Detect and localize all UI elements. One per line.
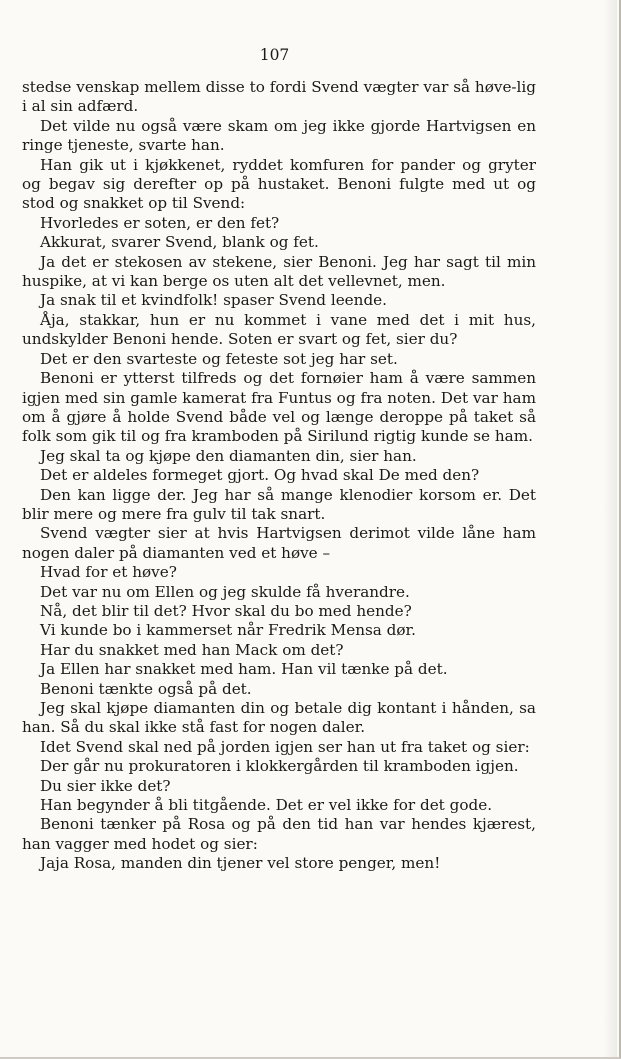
- paragraph: Svend vægter sier at hvis Hartvigsen derimot vilde låne ham nogen daler på diamanten ved et høve –: [22, 524, 536, 562]
- paragraph: Benoni tænker på Rosa og på den tid han var hendes kjærest, han vagger med hodet og sier:: [22, 815, 536, 853]
- paragraph: Idet Svend skal ned på jorden igjen ser han ut fra taket og sier:: [40, 737, 530, 756]
- paragraph: Jeg skal ta og kjøpe den diamanten din, sier han.: [40, 446, 417, 465]
- paragraph: Benoni er ytterst tilfreds og det fornøier ham å være sammen igjen med sin gamle kamerat fra Funtus og fra noten. Det var ham om å gjøre å holde Svend både vel og længe deroppe på taket så folk som gik til og fra kramboden på Sirilund rigtig kunde se ham.: [22, 369, 536, 446]
- paragraph: Ja Ellen har snakket med ham. Han vil tænke på det.: [40, 660, 448, 679]
- paragraph: Det er aldeles formeget gjort. Og hvad skal De med den?: [40, 466, 480, 485]
- paragraph: Nå, det blir til det? Hvor skal du bo med hende?: [40, 601, 412, 620]
- paragraph: Den kan ligge der. Jeg har så mange klenodier korsom er. Det blir mere og mere fra gulv til tak snart.: [22, 485, 536, 523]
- paragraph: Ja det er stekosen av stekene, sier Benoni. Jeg har sagt til min huspike, at vi kan berge os uten alt det vellevnet, men.: [22, 252, 536, 291]
- page-edge-shadow: [603, 0, 617, 1057]
- paragraph: Jaja Rosa, manden din tjener vel store penger, men!: [40, 854, 441, 873]
- paragraph: Åja, stakkar, hun er nu kommet i vane med det i mit hus, undskylder Benoni hende. Soten er svart og fet, sier du?: [22, 310, 536, 349]
- page-number: 107: [259, 46, 290, 64]
- paragraph: Ja snak til et kvindfolk! spaser Svend leende.: [40, 291, 387, 310]
- paragraph: Det er den svarteste og feteste sot jeg har set.: [40, 349, 398, 368]
- paragraph: Hvad for et høve?: [40, 563, 177, 582]
- paragraph: Har du snakket med han Mack om det?: [40, 640, 344, 659]
- paragraph: Det vilde nu også være skam om jeg ikke gjorde Hartvigsen en ringe tjeneste, svarte han.: [22, 116, 536, 155]
- paragraph: Hvorledes er soten, er den fet?: [40, 213, 280, 232]
- paragraph: Der går nu prokuratoren i klokkergården til kramboden igjen.: [40, 757, 519, 776]
- paragraph: Han begynder å bli titgående. Det er vel ikke for det gode.: [40, 796, 493, 815]
- paragraph: Akkurat, svarer Svend, blank og fet.: [40, 233, 319, 252]
- paragraph: Du sier ikke det?: [40, 776, 171, 795]
- paragraph: Det var nu om Ellen og jeg skulde få hverandre.: [40, 582, 410, 601]
- paragraph: Han gik ut i kjøkkenet, ryddet komfuren for pander og gryter og begav sig derefter op på hustaket. Benoni fulgte med ut og stod og snakket op til Svend:: [22, 155, 536, 213]
- paragraph: Vi kunde bo i kammerset når Fredrik Mensa dør.: [40, 621, 416, 640]
- paragraph: Jeg skal kjøpe diamanten din og betale dig kontant i hånden, sa han. Så du skal ikke stå fast for nogen daler.: [22, 699, 536, 737]
- body-text: [22, 78, 536, 874]
- paragraph: stedse venskap mellem disse to fordi Svend vægter var så høve-lig i al sin adfærd.: [22, 78, 536, 116]
- paragraph: Benoni tænkte også på det.: [40, 679, 252, 698]
